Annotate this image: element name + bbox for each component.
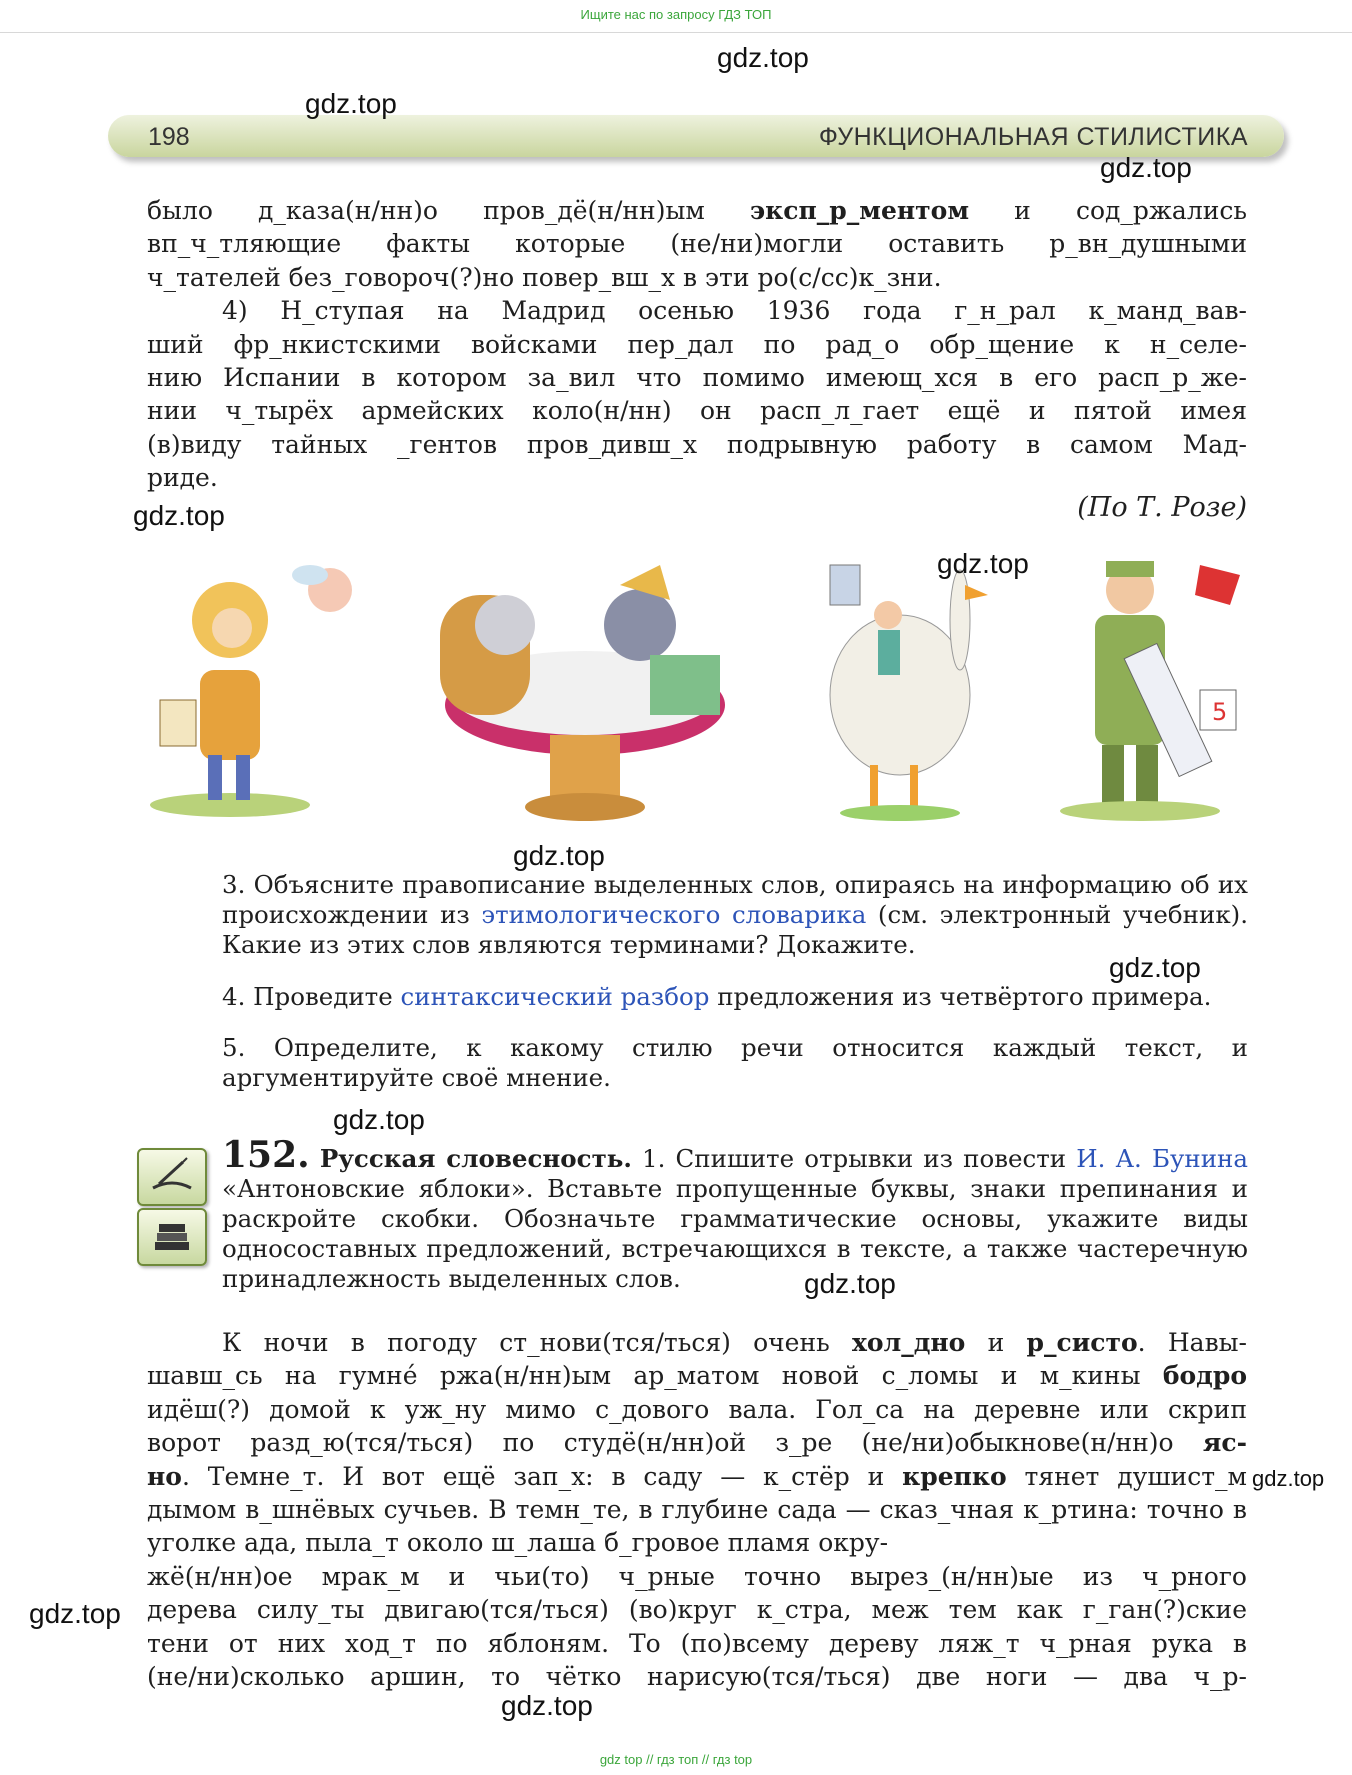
text-line: нию Испании в котором за_вил что помимо имеющ_хся в его расп_р_же- — [147, 363, 1247, 393]
text-line: нии ч_тырёх армейских коло(н/нн) он расп_л_гает ещё и пятой имея — [147, 396, 1247, 426]
bold-word: яс- — [1202, 1428, 1247, 1458]
text-line: дерева силу_ты двигаю(тся/ться) (во)круг к_стра, меж тем как г_ган(?)ские — [147, 1595, 1247, 1625]
bold-word: эксп_р_ментом — [749, 196, 970, 225]
page-header — [108, 115, 1284, 157]
watermark: gdz.top — [937, 548, 1029, 579]
text-line: тени от них ход_т по яблоням. То (по)всему дереву ляж_т ч_рная рука в — [147, 1628, 1247, 1658]
text-line: 4) Н_ступая на Мадрид осенью 1936 года г_н_рал к_манд_вав- — [222, 296, 1247, 326]
text-line: ч_тателей без_говороч(?)но повер_вш_х в эти ро(с/сс)к_зни. — [147, 262, 942, 292]
text-block-1 — [147, 194, 1247, 495]
watermark: gdz.top — [804, 1268, 896, 1299]
text-line: шавш_сь на гумне́ ржа(н/нн)ым ар_матом новой с_ломы и м_кины бодро — [147, 1361, 1247, 1391]
writing-icon — [137, 1148, 207, 1206]
text-line: жё(н/нн)ое мрак_м и чьи(то) ч_рные точно вырез_(н/нн)ые из ч_рного — [147, 1561, 1247, 1591]
text-line: вп_ч_тляющие факты которые (не/ни)могли оставить р_вн_душными — [147, 229, 1247, 259]
illustration-general-with-column — [1040, 555, 1250, 825]
top-banner[interactable]: Ищите нас по запросу ГДЗ ТОП — [0, 0, 1352, 33]
text-line: ворот разд_ю(тся/ться) по студё(н/нн)ой з_ре (не/ни)обыкнове(н/нн)о яс- — [147, 1428, 1247, 1458]
footer-links[interactable]: gdz top // гдз топ // гдз top — [599, 1752, 753, 1767]
text-line: (в)виду тайных _гентов пров_дивш_х подрывную работу в самом Мад- — [147, 429, 1247, 459]
bold-word: но — [147, 1461, 182, 1491]
text-line: идёш(?) домой к уж_ну мимо с_дового вала. Гол_са на деревне или скрип — [147, 1394, 1247, 1424]
exercise-152: 152. Русская словесность. 1. Спишите отрывки из повести И. А. Бунина «Антоновские яблоки». Вставьте пропущенные буквы, знаки препинания и раскройте скобки. Обозначьте грамматические основы, укажите виды односоставных предложений, встречающихся в тексте, а также частеречную принадлежность выделенных слов. — [222, 1134, 1248, 1293]
text-line: ший фр_нкистскими войсками пер_дал по рад_о обр_щение к н_селе- — [147, 329, 1247, 359]
text-line: но. Темне_т. И вот ещё зап_х: в саду — к_стёр и крепко тянет душист_м — [147, 1461, 1248, 1491]
etymology-dictionary-link[interactable]: этимологического словарика — [481, 900, 867, 929]
exercise-number: 152. — [222, 1134, 310, 1176]
text-line: риде. — [147, 463, 218, 493]
watermark: gdz.top — [1100, 152, 1192, 183]
task-5: 5. Определите, к какому стилю речи относится каждый текст, и аргументируйте своё мнение. — [222, 1033, 1248, 1092]
illustration-boy-on-goose — [810, 555, 990, 825]
svg-text:5: 5 — [1212, 698, 1228, 726]
section-title: ФУНКЦИОНАЛЬНАЯ СТИЛИСТИКА — [818, 123, 1248, 151]
text-block-2 — [147, 1326, 1247, 1693]
books-icon — [137, 1208, 207, 1266]
bold-word: бодро — [1162, 1361, 1247, 1391]
source-citation: (По Т. Розе) — [1077, 492, 1247, 523]
watermark: gdz.top — [305, 88, 397, 119]
page-number: 198 — [148, 123, 190, 151]
illustration-wigged-man-with-cupid — [140, 550, 370, 820]
text-line: К ночи в погоду ст_нови(тся/ться) очень хол_дно и р_систо. Навы- — [222, 1328, 1247, 1357]
watermark: gdz.top — [1252, 1466, 1325, 1491]
watermark: gdz.top — [717, 42, 809, 73]
watermark: gdz.top — [133, 500, 225, 531]
text-line: (не/ни)сколько аршин, то чётко нарисую(тся/ться) две ноги — два ч_р- — [147, 1662, 1247, 1692]
watermark: gdz.top — [501, 1690, 593, 1721]
watermark: gdz.top — [1109, 952, 1201, 983]
bold-word: р_систо — [1026, 1328, 1138, 1357]
bunin-link[interactable]: И. А. Бунина — [1076, 1144, 1248, 1173]
bold-word: крепко — [902, 1461, 1007, 1491]
text-line: было д_каза(н/нн)о пров_дё(н/нн)ым эксп_р_ментом и сод_ржались — [147, 196, 1247, 225]
watermark: gdz.top — [29, 1598, 121, 1629]
task-4: 4. Проведите синтаксический разбор предложения из четвёртого примера. — [222, 982, 1212, 1011]
task-3: 3. Объясните правописание выделенных слов, опираясь на информацию об их происхождении из этимологического словарика (см. электронный учебник). Какие из этих слов являются терминами? Докажите. — [222, 870, 1248, 959]
syntax-analysis-link[interactable]: синтаксический разбор — [400, 982, 710, 1011]
exercise-title: Русская словесность. — [319, 1144, 632, 1173]
watermark: gdz.top — [513, 840, 605, 871]
bold-word: хол_дно — [852, 1328, 966, 1357]
illustration-wolf-and-rabbit-at-table — [420, 555, 750, 825]
watermark: gdz.top — [333, 1104, 425, 1135]
text-line: дымом в_шнёвых сучьев. В темн_те, в глубине сада — сказ_чная к_ртина: точно в уголке ада, пыла_т около ш_лаша б_гровое пламя окру- — [147, 1495, 1247, 1558]
